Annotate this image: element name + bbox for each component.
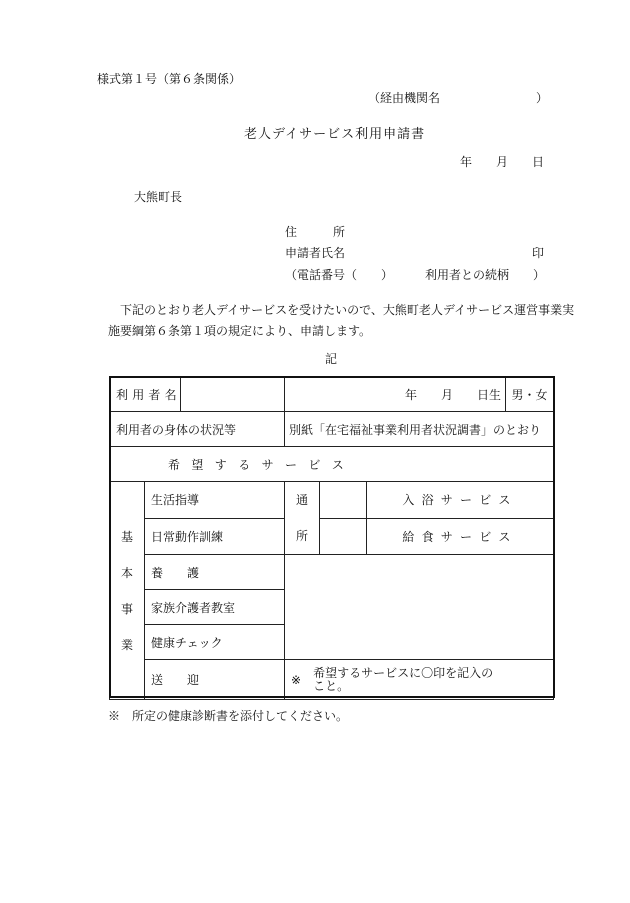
service-family-class[interactable]: 家族介護者教室 — [145, 590, 285, 625]
relation-label: 利用者との続柄 ） — [425, 268, 546, 282]
note-mark: ※ — [291, 672, 302, 687]
footer-note: ※ 所定の健康診断書を添付してください。 — [108, 709, 349, 723]
commute-char: 通 — [295, 493, 308, 507]
service-meal[interactable]: 給食サービス — [367, 518, 554, 555]
paragraph-line-1: 下記のとおり老人デイサービスを受けたいので、大熊町老人デイサービス運営事業実 — [120, 303, 575, 317]
date-field[interactable]: 年 月 日 — [460, 155, 545, 169]
basic-services-header — [110, 482, 145, 700]
applicant-name-label: 申請者氏名 — [285, 246, 346, 260]
basic-char: 基 — [120, 529, 133, 544]
form-number: 様式第１号（第６条関係） — [97, 72, 242, 86]
services-heading: 希望するサービス — [110, 447, 554, 482]
application-table — [109, 376, 554, 700]
via-agency: （経由機関名 ） — [368, 91, 549, 105]
condition-label: 利用者の身体の状況等 — [110, 412, 285, 447]
service-nursing[interactable]: 養 護 — [145, 555, 285, 590]
seal-mark: 印 — [532, 246, 545, 260]
page-title: 老人デイサービス利用申請書 — [244, 127, 426, 142]
table-note — [285, 660, 554, 700]
commute-header — [285, 482, 320, 555]
service-daily-training[interactable]: 日常動作訓練 — [145, 518, 285, 555]
meal-service-mark[interactable] — [320, 518, 367, 555]
service-health-check[interactable]: 健康チェック — [145, 625, 285, 660]
service-transport[interactable]: 送 迎 — [145, 660, 285, 700]
paragraph-line-2: 施要綱第６条第１項の規定により、申請します。 — [108, 324, 372, 338]
commute-char: 所 — [295, 529, 308, 543]
blank-area — [285, 555, 554, 660]
service-bath[interactable]: 入浴サービス — [367, 482, 554, 519]
address-label: 住 所 — [285, 225, 346, 239]
addressee: 大熊町長 — [134, 190, 183, 204]
basic-char: 業 — [120, 637, 133, 652]
birth-date-field[interactable]: 年 月 日生 — [285, 377, 506, 412]
condition-value: 別紙「在宅福祉事業利用者状況調書」のとおり — [285, 412, 554, 447]
user-name-label: 利用者名 — [110, 377, 181, 412]
user-name-field[interactable] — [181, 377, 285, 412]
service-life-guidance[interactable]: 生活指導 — [145, 482, 285, 519]
bath-service-mark[interactable] — [320, 482, 367, 519]
basic-char: 事 — [120, 601, 133, 616]
note-text: 希望するサービスに〇印を記入のこと。 — [313, 665, 494, 693]
ki-mark: 記 — [325, 352, 338, 366]
basic-char: 本 — [120, 565, 133, 580]
phone-label: （電話番号（ ） — [285, 268, 394, 282]
sex-field[interactable]: 男・女 — [506, 377, 554, 412]
